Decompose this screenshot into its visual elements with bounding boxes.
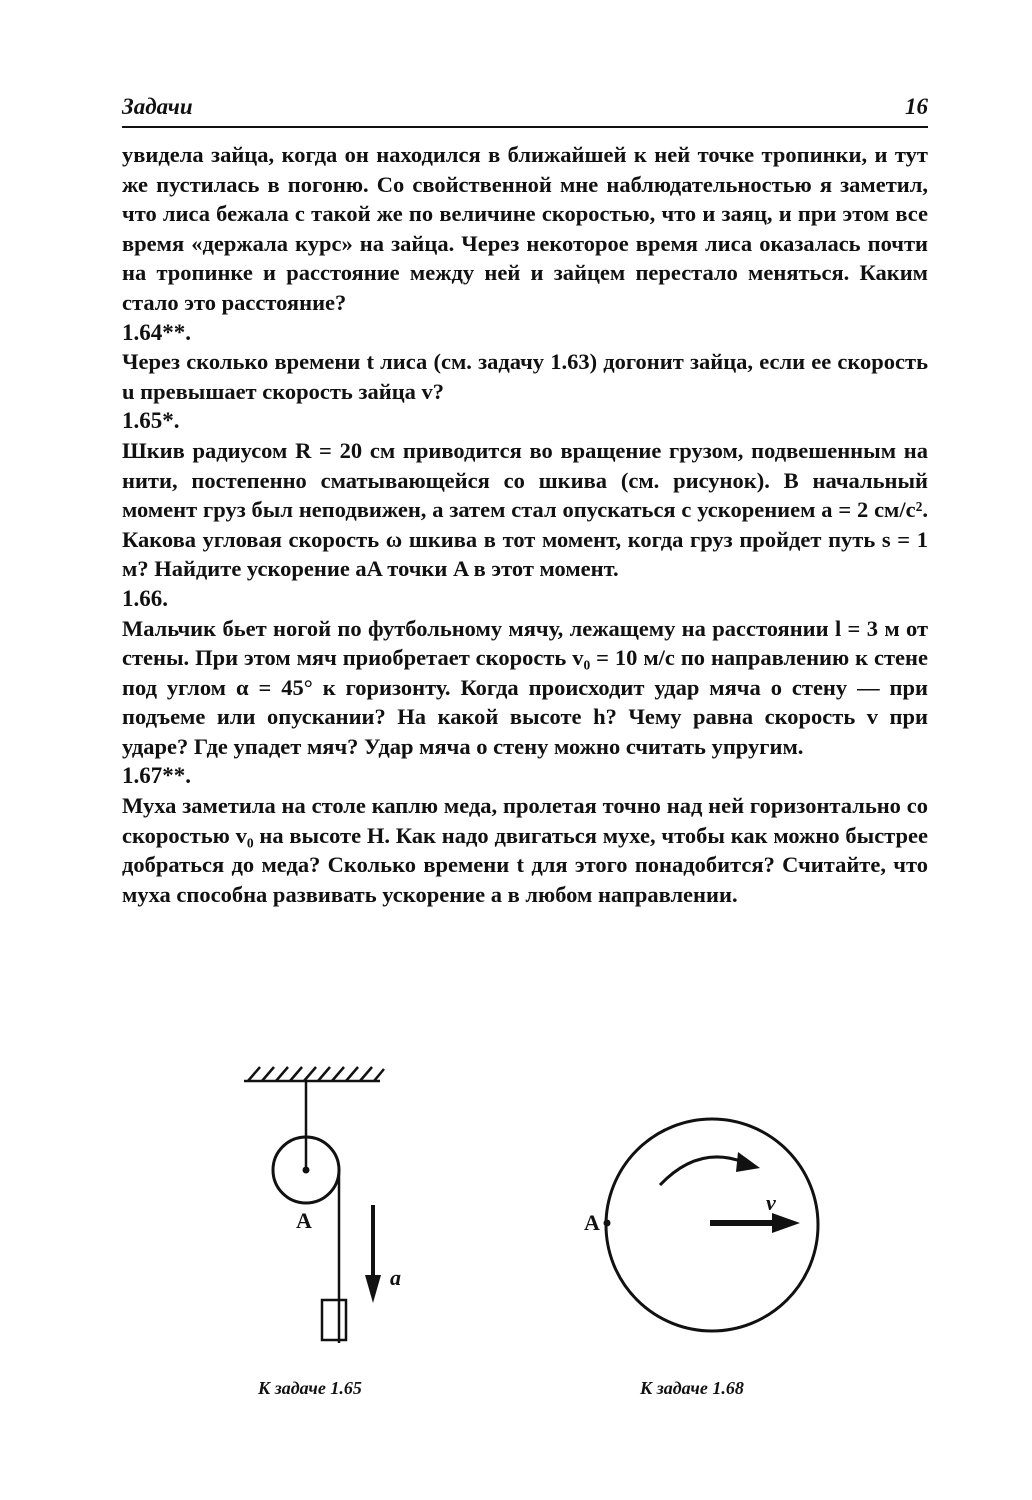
acceleration-arrow: [365, 1205, 381, 1303]
pulley-center-dot: [303, 1167, 310, 1174]
pulley-caption: К задаче 1.65: [258, 1378, 362, 1398]
header-title: Задачи: [122, 94, 193, 119]
pulley-point-label: A: [296, 1208, 312, 1233]
ceiling-hatch: [244, 1067, 384, 1081]
problem-number: 1.67**.: [122, 763, 191, 789]
intro-paragraph: увидела зайца, когда он находился в ближайшей к ней точке тропинки, и тут же пустилась в погоню. Со свойственной мне наблюдательностью я заметил, что лиса бежала с такой же по величине скоростью, что и заяц, и при этом все время «держала курс» на зайца. Через некоторое время лиса оказалась почти на тропинке и расстояние между ней и зайцем перестало меняться. Каким стало это расстояние?: [122, 142, 928, 315]
wheel-point-label: A: [584, 1210, 600, 1235]
velocity-arrow: [710, 1213, 800, 1233]
wheel-caption: К задаче 1.68: [640, 1378, 744, 1398]
problem-text: Муха заметила на столе каплю меда, пролетая точно над ней горизонтально со скоростью v₀ на высоте H. Как надо двигаться мухе, чтобы как можно быстрее добраться до меда? Сколько времени t для этого понадобится? Считайте, что муха способна развивать ускорение a в любом направлении.: [122, 793, 928, 907]
problem-number: 1.64**.: [122, 319, 191, 345]
rotation-arrow: [660, 1152, 760, 1185]
problem-text: Через сколько времени t лиса (см. задачу 1.63) догонит зайца, если ее скорость u превышает скорость зайца v?: [122, 349, 928, 404]
pulley-diagram: [230, 1055, 410, 1355]
page-number: 16: [905, 94, 928, 119]
page-content: [122, 140, 928, 909]
problem-number: 1.66.: [122, 585, 168, 611]
wheel-point-a: [604, 1220, 611, 1227]
hanging-weight: [322, 1300, 346, 1340]
acceleration-label: a: [390, 1265, 401, 1290]
problem-number: 1.65*.: [122, 408, 180, 434]
problem-text: Мальчик бьет ногой по футбольному мячу, лежащему на расстоянии l = 3 м от стены. При этом мяч приобретает скорость v₀ = 10 м/с по направлению к стене под углом α = 45° к горизонту. Когда происходит удар мяча о стену — при подъеме или опускании? На какой высоте h? Чему равна скорость v при ударе? Где упадет мяч? Удар мяча о стену можно считать упругим.: [122, 615, 928, 759]
problem-text: Шкив радиусом R = 20 см приводится во вращение грузом, подвешенным на нити, постепенно сматывающейся со шкива (см. рисунок). В начальный момент груз был неподвижен, а затем стал опускаться с ускорением a = 2 см/с². Какова угловая скорость ω шкива в тот момент, когда груз пройдет путь s = 1 м? Найдите ускорение aA точки A в этот момент.: [122, 437, 928, 582]
velocity-label: v: [766, 1190, 776, 1215]
page-header: [122, 92, 928, 128]
wheel-diagram: [578, 1110, 838, 1370]
